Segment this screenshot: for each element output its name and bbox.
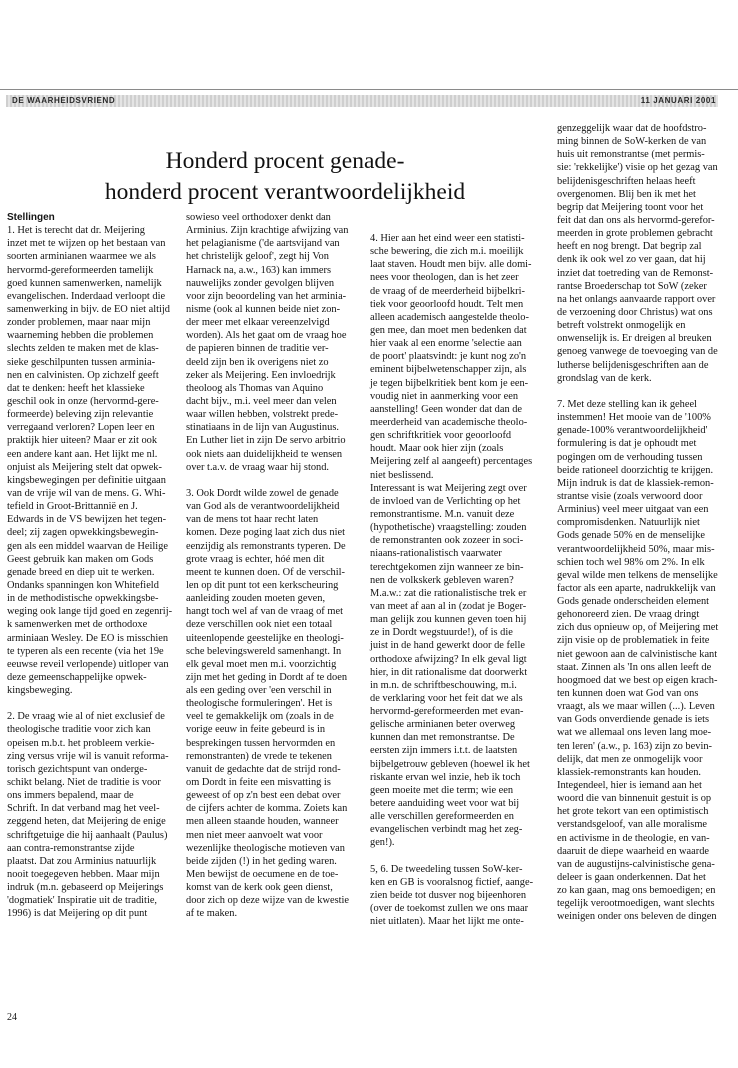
text-line: gelische arminianen beter overweg xyxy=(370,719,516,731)
text-line: delijk, dat men ze onmogelijk voor xyxy=(557,753,703,765)
text-line: formulering is dat je ophoudt met xyxy=(557,438,697,450)
text-line: 7. Met deze stelling kan ik geheel xyxy=(557,398,697,410)
text-line: de verklaring voor het feit dat we als xyxy=(370,692,523,704)
text-line: niet uitlaten). Maar het lijkt me onte- xyxy=(370,916,524,928)
text-line: tegelijk verootmoedigen, want slechts xyxy=(557,898,715,910)
text-line: terechtgekomen zijn wanneer ze bin- xyxy=(370,561,524,573)
text-line: man gelijk zou kunnen geven toen hij xyxy=(370,614,527,626)
text-line: ons immers bepalend, maar de xyxy=(7,790,134,802)
text-line: en activisme in de theologie, en van- xyxy=(557,832,710,844)
text-line: k samenwerken met de orthodoxe xyxy=(7,619,148,631)
text-line: wat we allemaal ons leven lang moe- xyxy=(557,727,712,739)
text-line: remonstranten) de vrede te tekenen xyxy=(186,750,332,762)
text-line: staat. Zinnen als 'In ons allen leeft de xyxy=(557,661,712,673)
text-line: de invloed van de Verlichting op het xyxy=(370,495,521,507)
text-line: nen de volkskerk gebleven waren? xyxy=(370,574,514,586)
text-line: sowieso veel orthodoxer denkt dan xyxy=(186,212,331,223)
text-line: zijn met het geding in Dordt af te doen xyxy=(186,671,348,683)
text-line: theologische formuleringen'. Het is xyxy=(186,698,333,710)
text-line: vraagt, als we maar willen (...). Leven xyxy=(557,701,715,713)
text-line: van de mens tot haar recht laten xyxy=(186,514,319,526)
text-line: voor zijn beoordeling van het arminia- xyxy=(186,290,347,302)
text-line: klassiek-remonstrants kan houden. xyxy=(557,766,701,778)
text-line: van God als de verantwoordelijkheid xyxy=(186,501,340,513)
text-line: onwenselijk is. Er dreigen al breuken xyxy=(557,333,712,345)
text-line: samenwerking in bijv. de EO niet altijd xyxy=(7,303,170,315)
text-line: zeker als Meijering. Een invloedrijk xyxy=(186,369,336,381)
paragraph-gap xyxy=(557,385,735,398)
text-line: zing versus vrije wil is vanuit reforma- xyxy=(7,750,169,762)
text-line: je tegen bijbelkritiek bent kom je een- xyxy=(370,377,529,389)
text-line: 5, 6. De tweedeling tussen SoW-ker- xyxy=(370,863,523,875)
text-line: ten kunnen doen wat God van ons xyxy=(557,688,699,700)
text-line: daaruit de diepe waarheid en waarde xyxy=(557,845,710,857)
page-number: 24 xyxy=(7,1012,17,1023)
text-line: genade-100% verantwoordelijkheid' xyxy=(557,425,708,437)
text-line: tiek voor geoorloofd houdt. Telt men xyxy=(370,298,524,310)
text-line: En Luther liet in zijn De servo arbitrio xyxy=(186,435,346,447)
text-line: compromisdenken. Natuurlijk niet xyxy=(557,517,700,529)
text-line: de vraag of de meerderheid bijbelkri- xyxy=(370,285,525,297)
text-line: het christelijk geloof', zegt hij Von xyxy=(186,251,329,263)
text-line: het pelagianisme ('de aartsvijand van xyxy=(186,238,340,250)
text-line: meent te kunnen doen. Of de verschil- xyxy=(186,566,345,578)
text-line: Harnack na, a.w., 163) kan immers xyxy=(186,264,332,276)
text-line: der meer met elkaar vereenzelvigd xyxy=(186,317,330,329)
text-line: in m.n. de schriftbeschouwing, m.i. xyxy=(370,679,517,691)
text-line: gehonoreerd zien. De vraag dringt xyxy=(557,609,700,621)
text-line: sche belevingswereld samenhangt. In xyxy=(186,645,342,657)
text-line: tefield in Groot-Brittannië en J. xyxy=(7,501,138,513)
text-line: komen. Deze poging laat zich dus niet xyxy=(186,527,345,539)
text-line: bijbelgetrouw gebleven (hoewel ik het xyxy=(370,758,530,770)
text-line: strantse visie (zoals verwoord door xyxy=(557,490,703,502)
paragraph-gap xyxy=(7,697,179,710)
top-rule xyxy=(0,89,738,90)
text-line: woord die van binnenuit gestuit is op xyxy=(557,793,712,805)
text-line: M.a.w.: zat die rationalistische trek er xyxy=(370,587,527,599)
text-line: begrip dat Meijering toont voor het xyxy=(557,201,704,213)
text-line: meerden in grote problemen gebracht xyxy=(557,228,713,240)
text-line: de cijfers achter de komma. Zoiets kan xyxy=(186,803,348,815)
text-line: geen moeite met die term; wie een xyxy=(370,784,514,796)
text-line: beide rationeel doorzichtig te krijgen. xyxy=(557,464,714,476)
text-line: feit dat dan ons als hervormd-gerefor- xyxy=(557,214,715,226)
text-line: theologische traditie voor zich kan xyxy=(7,724,151,736)
text-line: af te maken. xyxy=(186,908,238,920)
text-line: houdt. Maar ook hier zijn (zoals xyxy=(370,443,504,455)
text-line: 1996) is dat Meijering op dit punt xyxy=(7,908,148,920)
text-line: 2. De vraag wie al of niet exclusief de xyxy=(7,711,165,723)
text-line: een andere kant aan. Het lijkt me nl. xyxy=(7,448,158,460)
text-line: theoloog als Thomas van Aquino xyxy=(186,382,324,394)
text-line: (over de toekomst zullen we ons maar xyxy=(370,903,529,915)
text-line: schien toch wel 98% om 2%. In elk xyxy=(557,556,705,568)
text-line: van de augustijns-calvinistische gena- xyxy=(557,858,715,870)
text-line: kunnen dan met remonstrantse. De xyxy=(370,732,515,744)
text-line: len op dit punt tot een kerkscheuring xyxy=(186,579,339,591)
text-line: gen als een middel waarvan de Heilige xyxy=(7,540,168,552)
text-line: nauwelijks zonder gevolgen blijven xyxy=(186,277,335,289)
text-line: Arminius. Zijn krachtige afwijzing van xyxy=(186,225,349,237)
text-line: alleen academisch aangestelde theolo- xyxy=(370,311,529,323)
text-line: genoeg vanwege de toevoeging van de xyxy=(557,346,718,358)
text-line: verantwoordelijkheid 50%, maar mis- xyxy=(557,543,715,555)
text-line: waar willen hebben, volstrekt prede- xyxy=(186,409,339,421)
text-line: veel te gemakkelijk om (zoals in de xyxy=(186,711,334,723)
text-line: door zich op deze wijze van de kwestie xyxy=(186,895,350,907)
text-line: 'dogmatiek' Inspiratie uit de traditie, xyxy=(7,895,158,907)
text-line: arminiaan Wesley. De EO is misschien xyxy=(7,632,169,644)
text-line: Mijn indruk is dat de klassiek-remon- xyxy=(557,477,714,489)
text-line: genzeggelijk waar dat de hoofdstro- xyxy=(557,123,707,134)
text-line: evangelischen verbindt mag het zeg- xyxy=(370,824,523,836)
text-line: goed kunnen samenwerken, namelijk xyxy=(7,277,162,289)
text-line: nees voor theologen, dan is het zeer xyxy=(370,272,519,284)
text-line: voudig niet in aanmerking voor een xyxy=(370,390,519,402)
text-line: ze in Dordt wegstuurde!), of is die xyxy=(370,627,513,639)
text-line: kingsbewegingen per definitie uitgaan xyxy=(7,474,166,486)
text-line: torisch gezichtspunt van onderge- xyxy=(7,763,148,775)
text-line: plaatst. Dat zou Arminius natuurlijk xyxy=(7,855,157,867)
text-line: indruk (m.n. gebaseerd op Meijerings xyxy=(7,882,164,894)
text-line: Interessant is wat Meijering zegt over xyxy=(370,482,527,494)
text-line: besprekingen tussen hervormden en xyxy=(186,737,336,749)
text-line: eenzijdig als remonstrants typeren. De xyxy=(186,540,346,552)
text-line: vorige eeuw in feite gebeurd is in xyxy=(186,724,326,736)
text-line: Schrift. In dat verband mag het veel- xyxy=(7,803,160,815)
article-title-line-2: honderd procent verantwoordelijkheid xyxy=(104,179,466,205)
text-line: nooit toegegeven hebben. Maar mijn xyxy=(7,869,160,881)
text-line: hangt toch wel af van de vraag of met xyxy=(186,606,343,618)
text-line: niet gewoon aan de calvinistische kant xyxy=(557,648,718,660)
text-line: huis uit remonstrantse (met permis- xyxy=(557,149,705,161)
text-line: zo kan gaan, mag ons bemoedigen; en xyxy=(557,885,716,897)
text-line: schikt belang. Niet de traditie is voor xyxy=(7,777,161,789)
text-line: aanstelling! Geen wonder dat dan de xyxy=(370,403,523,415)
text-line: denk ik ook wel zo ver gaan, dat hij xyxy=(557,254,706,266)
text-line: lutherse belijdenisgeschriften aan de xyxy=(557,359,709,371)
text-line: dat te denken: heeft het klassieke xyxy=(7,382,145,394)
text-line: zeggend heten, dat Meijering de enige xyxy=(7,816,166,828)
text-column-1 xyxy=(7,211,179,921)
text-line: schriftgetuige die hij aanhaalt (Paulus) xyxy=(7,829,168,841)
text-line: laat staven. Houdt men bijv. alle domi- xyxy=(370,259,532,271)
article-title-line-1: Honderd procent genade- xyxy=(165,148,405,174)
text-line: grote vraag is echter, hóé men dit xyxy=(186,553,325,565)
text-line: om Dordt in feite een misvatting is xyxy=(186,777,331,789)
text-line: riskante ervan wel inzie, heb ik toch xyxy=(370,771,521,783)
text-line: weinigen onder ons beleven de dingen xyxy=(557,911,717,923)
text-line: deeld zijn ben ik overigens niet zo xyxy=(186,356,329,368)
text-line: niet beslissend. xyxy=(370,469,434,481)
text-line: de verzoening door Christus) wat ons xyxy=(557,306,713,318)
text-line: (hypothetische) vraagstelling: zouden xyxy=(370,522,527,534)
text-line: opeisen m.b.t. het probleem verkie- xyxy=(7,737,155,749)
text-line: inzet met te wijzen op het bestaan van xyxy=(7,238,166,250)
text-line: orthodoxe afwijzing? In elk geval ligt xyxy=(370,653,527,665)
text-line: Meijering zelf al aangeeft) percentages xyxy=(370,456,533,468)
text-line: geweest of op z'n best een debat over xyxy=(186,790,341,802)
text-line: de papieren binnen de traditie ver- xyxy=(186,343,329,355)
text-line: als een geding over 'een verschil in xyxy=(186,685,332,697)
text-line: instemmen! Het mooie van de '100% xyxy=(557,412,711,424)
text-line: overgenomen. Blij ben ik met het xyxy=(557,188,696,200)
text-line: zien beide tot dusver nog bijeenhoren xyxy=(370,890,527,902)
text-line: pogingen om de verhouding tussen xyxy=(557,451,703,463)
masthead-publication: DE WAARHEIDSVRIEND xyxy=(12,96,116,105)
text-line: het grote tekort van een optimistisch xyxy=(557,806,709,818)
masthead-date: 11 JANUARI 2001 xyxy=(640,96,716,105)
text-line: zonder problemen, maar naar mijn xyxy=(7,317,151,329)
section-heading: Stellingen xyxy=(7,212,55,223)
paragraph-gap xyxy=(370,850,550,863)
text-line: deel; zij zagen opwekkingsbewegin- xyxy=(7,527,159,539)
text-line: slechts zelden te maken met de klas- xyxy=(7,343,159,355)
text-line: hervormd-gereformeerden tamelijk xyxy=(7,264,154,276)
text-line: Integendeel, hier is iemand aan het xyxy=(557,780,702,792)
text-line: de poort' plaatsvindt: je kunt nog zo'n xyxy=(370,351,527,363)
text-line: 4. Hier aan het eind weer een statisti- xyxy=(370,233,525,244)
text-line: ken en GB is vooralsnog fictief, aange- xyxy=(370,876,534,888)
text-line: grondslag van de kerk. xyxy=(557,372,652,384)
text-line: ook niets aan duidelijkheid te wensen xyxy=(186,448,343,460)
text-line: betere aanduiding weet voor wat bij xyxy=(370,798,520,810)
text-line: soorten arminianen waarmee we als xyxy=(7,251,156,263)
text-line: stinatiaans in de lijn van Augustinus. xyxy=(186,422,339,434)
text-line: men niet meer aanvoelt wat voor xyxy=(186,829,323,841)
text-line: dacht bijv., m.i. veel meer dan velen xyxy=(186,395,337,407)
text-line: na het onlangs aanvaarde rapport over xyxy=(557,293,716,305)
text-line: aanleiding zouden moeten geven, xyxy=(186,593,326,605)
text-line: Edwards in de VS bewijzen het tegen- xyxy=(7,514,167,526)
text-line: komst van de kerk ook geen dienst, xyxy=(186,882,333,894)
text-line: sieke geschilpunten tussen arminia- xyxy=(7,356,156,368)
text-line: sche bewering, die zich m.i. moeilijk xyxy=(370,246,524,258)
text-line: sie: 'rekkelijke') visie op het gezag van xyxy=(557,162,718,174)
text-line: deleer is gaan onderkennen. Dat het xyxy=(557,872,706,884)
text-column-3 xyxy=(370,232,550,928)
text-line: genade breed en diep uit te werken. xyxy=(7,566,155,578)
text-line: vanuit de gedachte dat de strijd rond- xyxy=(186,763,341,775)
text-line: niaans-rationalistisch vaarwater xyxy=(370,548,502,560)
text-line: Gods genade onderscheiden element xyxy=(557,596,710,608)
text-line: eminent bijbelwetenschapper zijn, als xyxy=(370,364,527,376)
text-line: juist in de hand gewerkt door de felle xyxy=(370,640,525,652)
text-line: verstandsgeloof, van alle moralisme xyxy=(557,819,708,831)
text-line: in de methodistische opwekkingsbe- xyxy=(7,593,159,605)
text-line: Geest gebruik kan maken om Gods xyxy=(7,553,154,565)
text-line: waarneming hebben die problemen xyxy=(7,330,154,342)
text-line: gen!). xyxy=(370,837,395,849)
text-line: te typeren als een recente (via het 19e xyxy=(7,645,164,657)
text-line: de remonstranten ook zozeer in soci- xyxy=(370,535,524,547)
text-line: nen en calvinisten. Op zichzelf geeft xyxy=(7,369,159,381)
text-line: onjuist als Meijering stelt dat opwek- xyxy=(7,461,162,473)
text-line: deze verschillen ook niet een totaal xyxy=(186,619,333,631)
text-line: van Gods onverdiende genade is iets xyxy=(557,714,710,726)
text-line: elk geval moet men m.i. voorzichtig xyxy=(186,658,337,670)
text-line: hervormd-gereformeerden met evan- xyxy=(370,706,524,718)
text-line: Arminius) veel meer uitgaat van een xyxy=(557,504,709,516)
text-line: factor als een aparte, nadrukkelijk van xyxy=(557,582,716,594)
text-line: wezenlijke theologische motieven van xyxy=(186,842,345,854)
text-line: nisme (ook al kunnen beide niet zon- xyxy=(186,303,341,315)
text-line: uiteenlopende geestelijke en theologi- xyxy=(186,632,344,644)
text-line: Gods genade 50% en de menselijke xyxy=(557,530,706,542)
text-line: evangelischen. Inderdaad verloopt die xyxy=(7,290,166,302)
text-line: gen schriftkritiek voor geoorloofd xyxy=(370,430,512,442)
text-line: beide zijden (!) in het geding waren. xyxy=(186,855,337,867)
text-line: hier, in dit rationalisme dat doorwerkt xyxy=(370,666,528,678)
text-line: deze gemeenschappelijke opwek- xyxy=(7,671,147,683)
text-line: formeerde) beleving zijn relevantie xyxy=(7,409,154,421)
text-line: betreft volstrekt onmogelijk en xyxy=(557,320,686,332)
text-line: 3. Ook Dordt wilde zowel de genade xyxy=(186,487,339,499)
text-line: kingsbeweging. xyxy=(7,685,73,697)
text-line: eeuwse reveil verlopende) uitloper van xyxy=(7,658,169,670)
text-line: ten leren' (a.w., p. 163) zijn zo bevin- xyxy=(557,740,712,752)
text-line: van meet af aan al in (zodat je Boger- xyxy=(370,600,527,612)
text-column-2 xyxy=(186,211,364,921)
text-line: worden). Als het gaat om de vraag hoe xyxy=(186,330,347,342)
text-line: gen mee, dan moet men bedenken dat xyxy=(370,324,527,336)
text-line: heeft en nog brengt. Dat begrip zal xyxy=(557,241,702,253)
text-line: van de vrije wil van de mens. G. Whi- xyxy=(7,487,166,499)
text-column-4 xyxy=(557,122,735,924)
text-line: inziet dat toetreding van de Remonst- xyxy=(557,267,714,279)
text-line: belijdenisgeschriften helaas heeft xyxy=(557,175,696,187)
text-line: Men bewijst de oecumene en de toe- xyxy=(186,869,339,881)
text-line: aan contra-remonstrantse zijde xyxy=(7,842,135,854)
text-line: 1. Het is terecht dat dr. Meijering xyxy=(7,225,145,237)
text-line: verregaand verloren? Lopen leer en xyxy=(7,422,155,434)
text-line: Ondanks spanningen kon Whitefield xyxy=(7,579,159,591)
paragraph-gap xyxy=(186,474,364,487)
text-line: remonstrantisme. M.n. vanuit deze xyxy=(370,508,515,520)
text-line: over t.a.v. de vraag waar hij stond. xyxy=(186,461,330,473)
text-line: zijn visie op de problematiek in feite xyxy=(557,635,710,647)
text-line: alle verschillen gereformeerden en xyxy=(370,811,514,823)
text-line: eersten zijn immers i.t.t. de laatsten xyxy=(370,745,518,757)
text-line: zich dus opnieuw op, of Meijering met xyxy=(557,622,719,634)
text-line: praktijk hier uiteen? Maar er zit ook xyxy=(7,435,158,447)
text-line: rantse Broederschap tot SoW (zeker xyxy=(557,280,707,292)
text-line: hoogmoed dat we best op eigen krach- xyxy=(557,674,718,686)
text-line: hier vaak al een enorme 'selectie aan xyxy=(370,338,522,350)
text-line: meerderheid van academische theolo- xyxy=(370,416,528,428)
text-line: ming binnen de SoW-kerken de van xyxy=(557,136,707,148)
text-line: men alleen staande houden, wanneer xyxy=(186,816,339,828)
text-line: geschil ook in onze (hervormd-gere- xyxy=(7,395,159,407)
text-line: geval wilde men telkens de menselijke xyxy=(557,569,718,581)
text-line: weging ook lange tijd goed en zegenrij- xyxy=(7,606,173,618)
